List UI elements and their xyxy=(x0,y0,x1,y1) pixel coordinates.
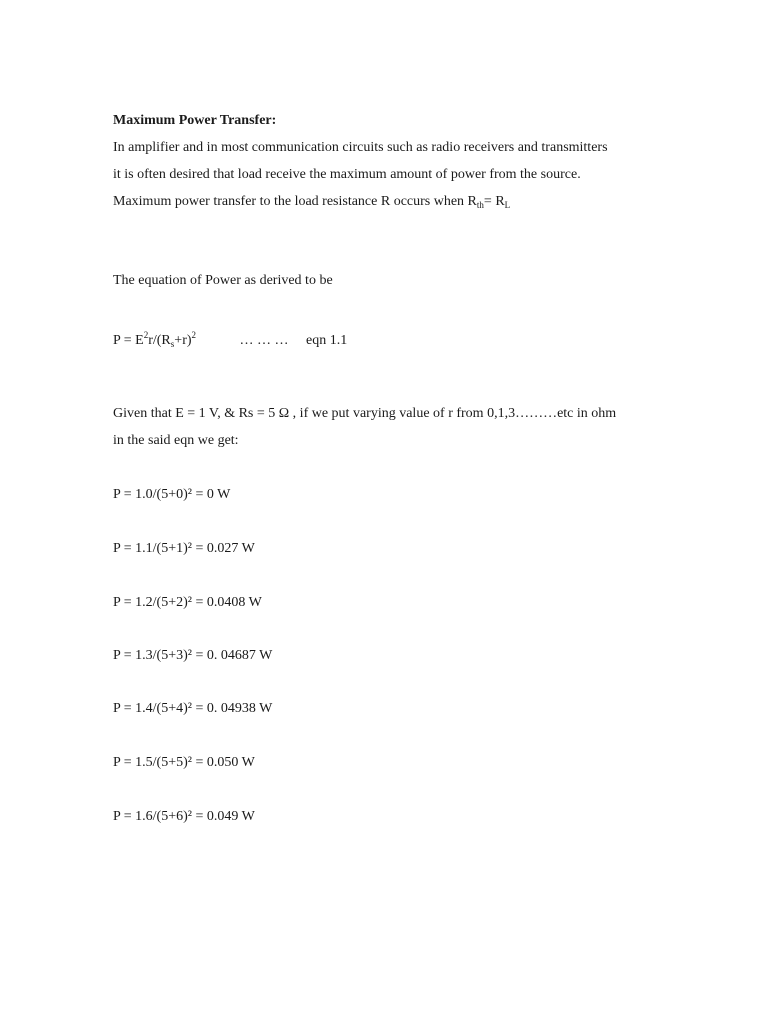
equation-part-3: +r) xyxy=(174,333,192,348)
superscript-2b: 2 xyxy=(191,330,197,340)
calculation-line: P = 1.2/(5+2)² = 0.0408 W xyxy=(113,595,262,610)
intro-line-3-equals: = R xyxy=(483,194,505,209)
equation-label: eqn 1.1 xyxy=(306,333,348,348)
calculation-line: P = 1.4/(5+4)² = 0. 04938 W xyxy=(113,701,273,716)
subscript-L: L xyxy=(504,200,511,210)
subscript-th: th xyxy=(476,200,484,210)
calculation-line: P = 1.6/(5+6)² = 0.049 W xyxy=(113,809,255,824)
given-line-1: Given that E = 1 V, & Rs = 5 Ω , if we put varying value of r from 0,1,3………etc in ohm xyxy=(113,406,617,421)
intro-line-1: In amplifier and in most communication circuits such as radio receivers and transmitters xyxy=(113,140,608,155)
equation-part-2: r/(R xyxy=(148,333,171,348)
given-line-2: in the said eqn we get: xyxy=(113,433,239,448)
calculation-line: P = 1.1/(5+1)² = 0.027 W xyxy=(113,541,255,556)
equation-intro: The equation of Power as derived to be xyxy=(113,273,333,288)
section-heading: Maximum Power Transfer: xyxy=(113,113,277,128)
superscript-2a: 2 xyxy=(143,330,149,340)
calculation-line: P = 1.3/(5+3)² = 0. 04687 W xyxy=(113,648,273,663)
intro-line-3-text: Maximum power transfer to the load resistance R occurs when R xyxy=(113,194,477,209)
power-equation xyxy=(113,326,347,353)
intro-line-2: it is often desired that load receive the maximum amount of power from the source. xyxy=(113,167,581,182)
intro-line-3 xyxy=(113,193,510,214)
equation-dots: … … … xyxy=(239,333,289,348)
calculation-line: P = 1.0/(5+0)² = 0 W xyxy=(113,487,231,502)
equation-part-1: P = E xyxy=(113,333,144,348)
subscript-s: s xyxy=(170,339,175,349)
calculation-line: P = 1.5/(5+5)² = 0.050 W xyxy=(113,755,255,770)
